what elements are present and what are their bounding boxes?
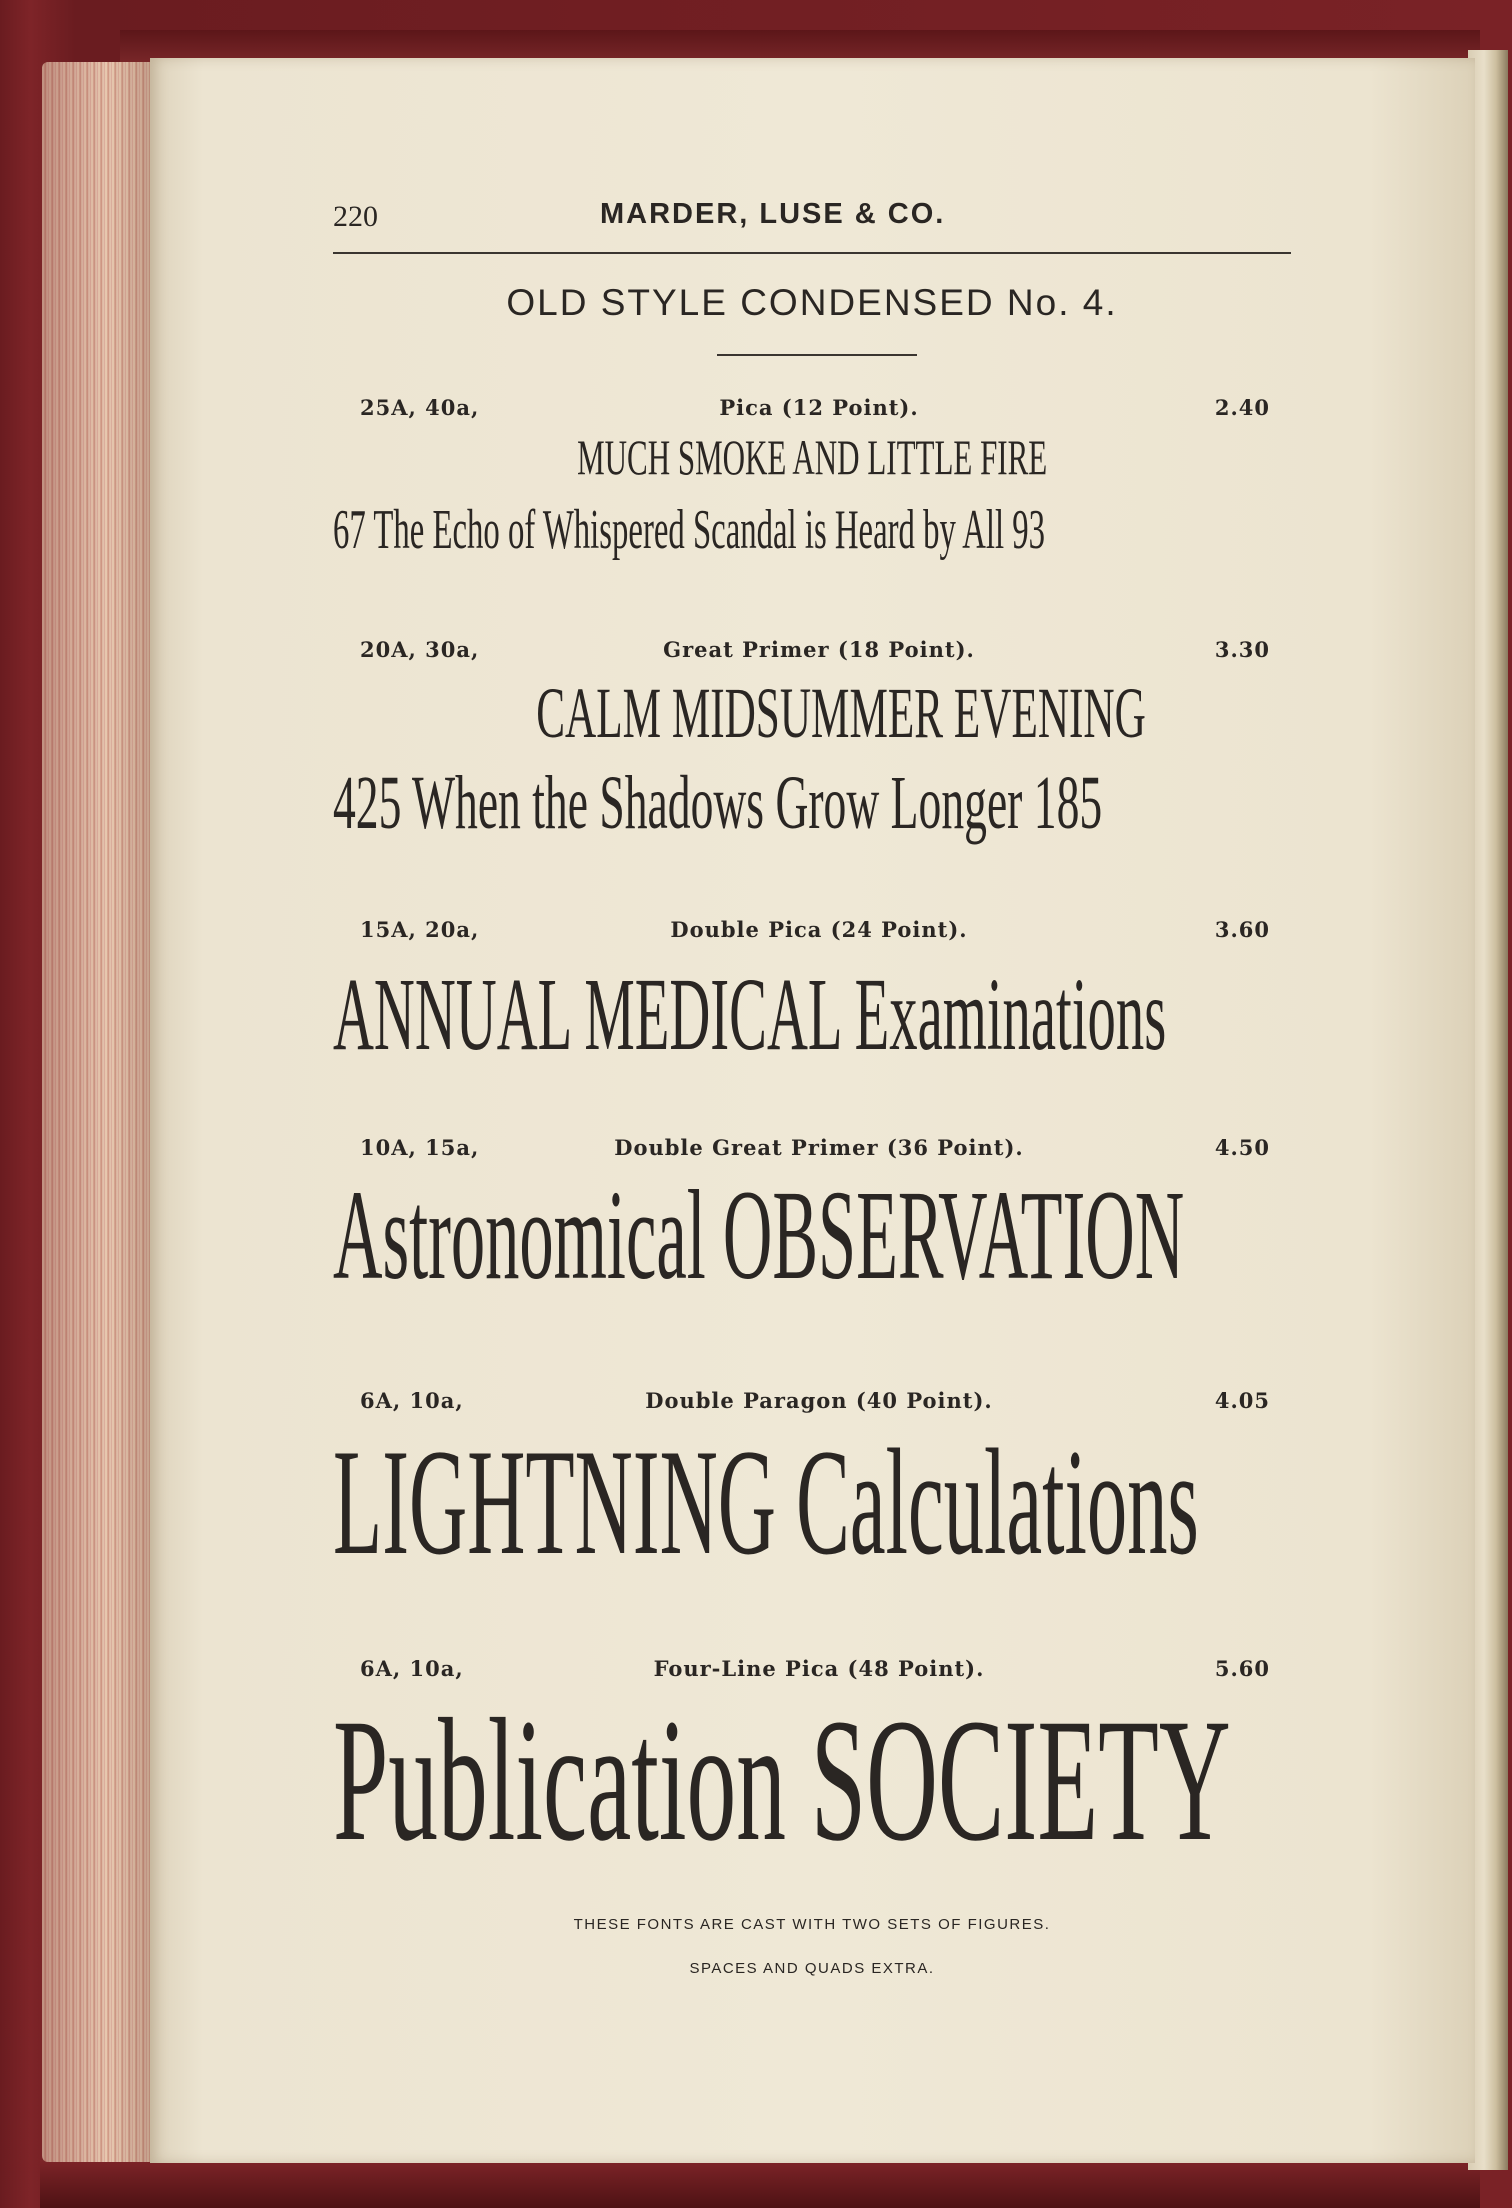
specimen-2-line2-row	[333, 760, 1291, 847]
specimen-6-line1-row	[333, 1680, 1291, 1882]
page-number: 220	[333, 200, 378, 233]
specimen-6-price: 5.60	[1214, 1656, 1270, 1681]
cover-bottom-edge	[40, 2160, 1480, 2208]
specimen-4-price: 4.50	[1214, 1135, 1270, 1160]
specimen-3-price: 3.60	[1214, 917, 1270, 942]
specimen-1-line1: MUCH SMOKE AND LITTLE FIRE	[576, 429, 1048, 485]
specimen-4-line1-row	[333, 1162, 1291, 1309]
specimen-1-price: 2.40	[1214, 395, 1270, 420]
footer-note-spaces: SPACES AND QUADS EXTRA.	[689, 1960, 935, 1977]
page-edges-shade	[42, 62, 152, 2162]
specimen-1-size: Pica (12 Point).	[719, 395, 919, 420]
title-rule	[717, 354, 917, 356]
header-rule	[333, 252, 1291, 254]
specimen-1-line2-row	[333, 498, 1291, 562]
specimen-3-line1-row	[333, 955, 1291, 1074]
specimen-3-fonts: 15A, 20a,	[360, 917, 480, 942]
specimen-2-price: 3.30	[1214, 637, 1270, 662]
specimen-6-size: Four-Line Pica (48 Point).	[653, 1656, 985, 1681]
specimen-3-size: Double Pica (24 Point).	[670, 917, 968, 942]
specimen-4-line1: Astronomical OBSERVATION	[333, 1164, 1185, 1306]
specimen-5-size: Double Paragon (40 Point).	[645, 1388, 993, 1413]
specimen-4-size: Double Great Primer (36 Point).	[614, 1135, 1024, 1160]
specimen-2-line1-row	[333, 672, 1291, 755]
specimen-2-size: Great Primer (18 Point).	[663, 637, 975, 662]
specimen-5-line1-row	[333, 1415, 1291, 1589]
specimen-1-fonts: 25A, 40a,	[360, 395, 480, 420]
specimen-1-line2: 67 The Echo of Whispered Scandal is Heard by All 93	[333, 499, 1046, 561]
specimen-6-line1: Publication SOCIETY	[333, 1683, 1231, 1878]
specimen-5-fonts: 6A, 10a,	[360, 1388, 464, 1413]
footer-note-figures: THESE FONTS ARE CAST WITH TWO SETS OF FIGURES.	[573, 1916, 1051, 1933]
specimen-4-fonts: 10A, 15a,	[360, 1135, 480, 1160]
running-head: MARDER, LUSE & CO.	[600, 198, 946, 230]
specimen-2-fonts: 20A, 30a,	[360, 637, 480, 662]
section-title: OLD STYLE CONDENSED No. 4.	[506, 282, 1118, 323]
specimen-3-line1: ANNUAL MEDICAL Examinations	[333, 957, 1167, 1072]
specimen-5-price: 4.05	[1214, 1388, 1270, 1413]
specimen-5-line1: LIGHTNING Calculations	[333, 1418, 1199, 1586]
specimen-2-line1: CALM MIDSUMMER EVENING	[536, 673, 1146, 753]
specimen-2-line2: 425 When the Shadows Grow Longer 185	[333, 761, 1103, 845]
specimen-6-fonts: 6A, 10a,	[360, 1656, 464, 1681]
specimen-1-line1-row	[333, 428, 1291, 486]
